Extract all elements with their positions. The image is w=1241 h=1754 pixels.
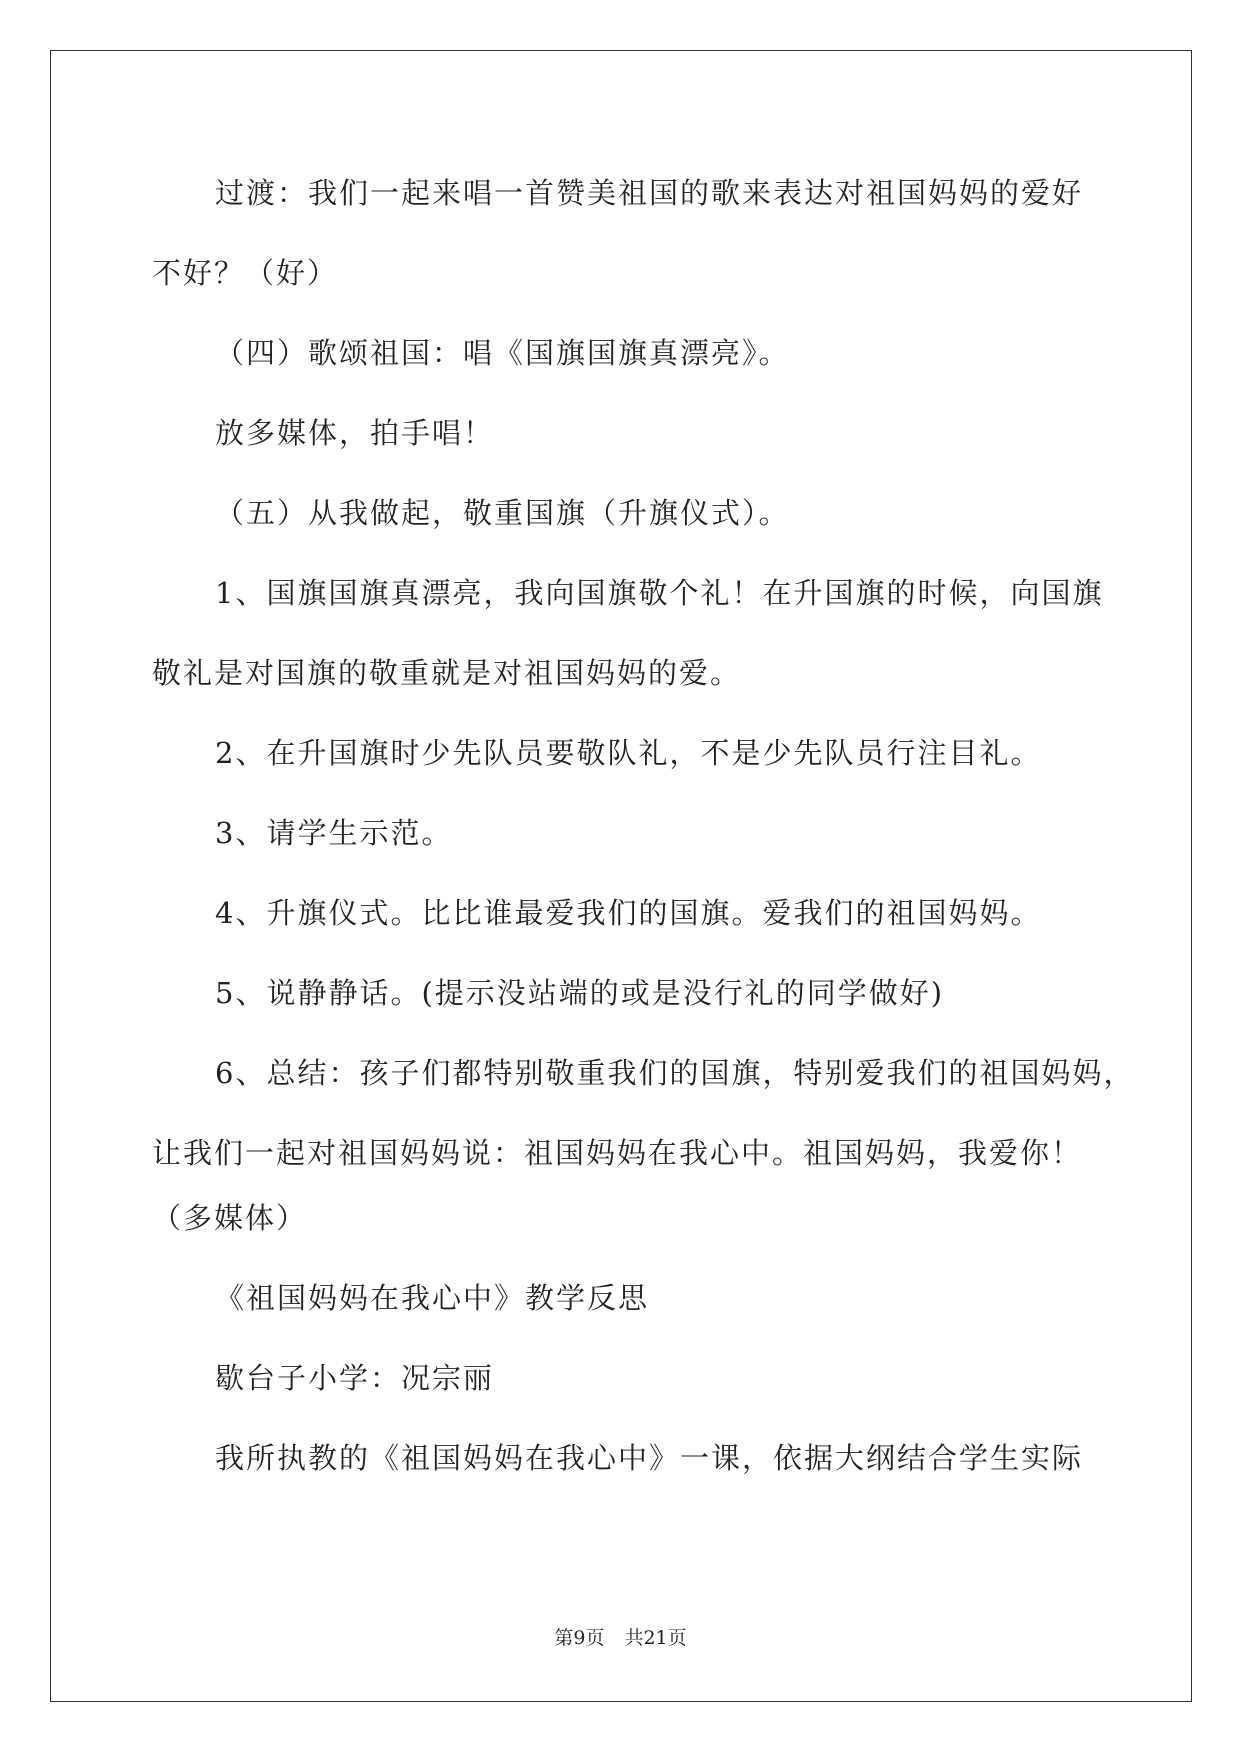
paragraph-media: 放多媒体，拍手唱！: [215, 416, 495, 450]
list-item-5: 5、说静静话。(提示没站端的或是没行礼的同学做好): [215, 976, 945, 1010]
section-heading-4: （四）歌颂祖国：唱《国旗国旗真漂亮》。: [215, 336, 790, 370]
page-number: 第9页: [554, 1627, 605, 1649]
paragraph-transition-line-1: 过渡：我们一起来唱一首赞美祖国的歌来表达对祖国妈妈的爱好: [215, 176, 1084, 210]
reflection-paragraph-line-1: 我所执教的《祖国妈妈在我心中》一课，依据大纲结合学生实际: [215, 1441, 1084, 1475]
list-item-6-line-3: （多媒体）: [152, 1201, 308, 1235]
page-footer: [0, 1626, 1241, 1650]
list-item-6-line-1: 6、总结：孩子们都特别敬重我们的国旗，特别爱我们的祖国妈妈，: [215, 1056, 1135, 1090]
paragraph-transition-line-2: 不好？（好）: [152, 256, 339, 290]
author-line: 歇台子小学：况宗丽: [215, 1361, 495, 1395]
page-total: 共21页: [624, 1627, 687, 1649]
list-item-1-line-2: 敬礼是对国旗的敬重就是对祖国妈妈的爱。: [152, 656, 742, 690]
list-item-3: 3、请学生示范。: [215, 816, 453, 850]
list-item-4: 4、升旗仪式。比比谁最爱我们的国旗。爱我们的祖国妈妈。: [215, 896, 1042, 930]
list-item-2: 2、在升国旗时少先队员要敬队礼，不是少先队员行注目礼。: [215, 736, 1042, 770]
section-heading-5: （五）从我做起，敬重国旗（升旗仪式）。: [215, 496, 790, 530]
list-item-6-line-2: 让我们一起对祖国妈妈说：祖国妈妈在我心中。祖国妈妈，我爱你！: [152, 1136, 1083, 1170]
list-item-1-line-1: 1、国旗国旗真漂亮，我向国旗敬个礼！在升国旗的时候，向国旗: [215, 576, 1104, 610]
reflection-title: 《祖国妈妈在我心中》教学反思: [215, 1281, 650, 1315]
